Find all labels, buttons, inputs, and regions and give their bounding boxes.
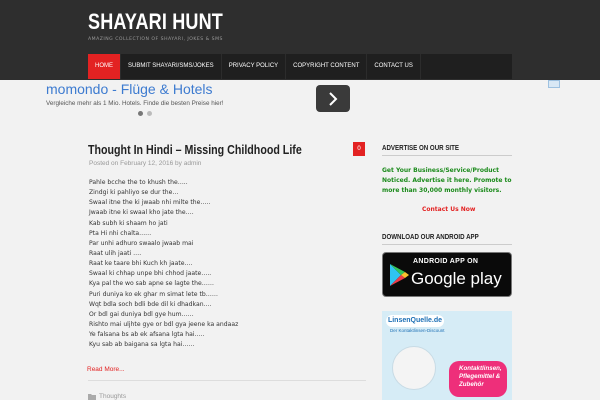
post-divider — [88, 380, 366, 381]
nav-item-home[interactable]: HOME — [88, 54, 121, 79]
banner-sub: Der Kontaktlinsen-Discount — [390, 328, 445, 333]
ad-banner[interactable] — [38, 80, 562, 120]
widget-title-app — [382, 234, 492, 241]
widget-rule — [382, 155, 512, 156]
chevron-right-icon — [328, 92, 338, 106]
post-line: Kya pal the wo sab apne se lagte the…… — [89, 280, 214, 288]
post-author[interactable]: admin — [183, 160, 202, 167]
ad-next-button[interactable] — [316, 85, 350, 112]
app-heading: DOWNLOAD OUR ANDROID APP — [382, 234, 479, 241]
post-category — [88, 393, 126, 400]
post-line: Or bdl gai duniya bdl gye hum…… — [89, 310, 194, 318]
post-line: Ye falsana bs ab ek afsana lgta hai….. — [89, 331, 205, 339]
adchoices-icon[interactable] — [548, 80, 560, 88]
ad-text: Vergleiche mehr als 1 Mio. Hotels. Finde die besten Preise hier! — [46, 100, 224, 107]
post-line: Wqt bdla soch bdli bde dil ki dhadkan…. — [89, 300, 212, 308]
comment-count-badge[interactable]: 0 — [353, 142, 365, 156]
folder-icon — [88, 393, 96, 400]
post-line: Kyu sab ab baigana sa lgta hai…… — [89, 341, 195, 349]
post-line: Swaal ki chhap unpe bhi chhod jaate….. — [89, 270, 212, 278]
category-link[interactable]: Thoughts — [99, 393, 127, 400]
post-body — [89, 178, 359, 350]
ad-dot[interactable] — [147, 111, 152, 116]
post-line: Raat ulih jaati …. — [89, 249, 142, 257]
ad-pagination — [138, 111, 152, 116]
post-line: Par unhi adhuro swaalo jwaab mai — [89, 239, 194, 247]
widget-title-advertise — [382, 145, 470, 152]
contact-us-now-link[interactable]: Contact Us Now — [422, 206, 476, 213]
google-play-badge[interactable] — [382, 252, 512, 297]
linsenquelle-banner[interactable] — [382, 311, 512, 400]
advertise-text: Get Your Business/Service/Product Noticed. Advertise it here. Promote to more than 30,000 monthly visitors. — [382, 167, 512, 194]
post-line: Swaal itne the ki jwaab nhi milte the….. — [89, 199, 211, 207]
main-content — [88, 130, 366, 400]
post-line: Jwaab itne ki swaal kho jate the…. — [89, 209, 194, 217]
advertise-heading: ADVERTISE ON OUR SITE — [382, 145, 460, 152]
meta-prefix: Posted on — [89, 160, 119, 167]
banner-illustration — [392, 346, 436, 390]
post-line: Puri duniya ko ek ghar m simat lete tb…… — [89, 290, 218, 298]
post-title[interactable]: Thought In Hindi – Missing Childhood Life — [88, 142, 302, 157]
nav-item-contact[interactable]: CONTACT US — [367, 54, 420, 79]
post-line: Rishto mai uljhte gye or bdl gya jeene ka andaaz — [89, 320, 239, 328]
site-title[interactable]: SHAYARI HUNT — [88, 9, 223, 34]
post-meta — [89, 160, 201, 167]
post-line: Raat ke taare bhi Kuch kh jaate…. — [89, 260, 193, 268]
post-line: Zindgi ki pahliyo se dur the… — [89, 189, 179, 197]
badge-small-text: ANDROID APP ON — [413, 258, 479, 265]
site-header — [0, 0, 600, 80]
read-more-link[interactable]: Read More... — [87, 366, 125, 373]
nav-item-copyright[interactable]: COPYRIGHT CONTENT — [286, 54, 367, 79]
post-date[interactable]: February 12, 2016 — [120, 160, 174, 167]
post-line: Pahle bcche the to khush the….. — [89, 179, 188, 186]
banner-brand: LinsenQuelle.de — [386, 315, 444, 327]
ad-title[interactable]: momondo - Flüge & Hotels — [46, 81, 213, 97]
site-tagline: AMAZING COLLECTION OF SHAYARI, JOKES & SMS — [88, 37, 223, 42]
widget-rule — [382, 244, 512, 245]
badge-big-text: Google play — [411, 269, 502, 288]
ad-dot-active[interactable] — [138, 111, 143, 116]
banner-bubble: Kontaktlinsen, Pflegemittel & Zubehör — [449, 361, 507, 397]
nav-item-submit[interactable]: SUBMIT SHAYARI/SMS/JOKES — [121, 54, 222, 79]
post-line: Pta Hi nhi chalta…… — [89, 229, 152, 237]
meta-by: by — [175, 160, 182, 167]
google-play-icon — [389, 263, 409, 287]
post-line: Kab subh ki shaam ho jati — [89, 219, 168, 227]
main-nav — [88, 54, 512, 79]
nav-item-privacy-policy[interactable]: PRIVACY POLICY — [222, 54, 286, 79]
